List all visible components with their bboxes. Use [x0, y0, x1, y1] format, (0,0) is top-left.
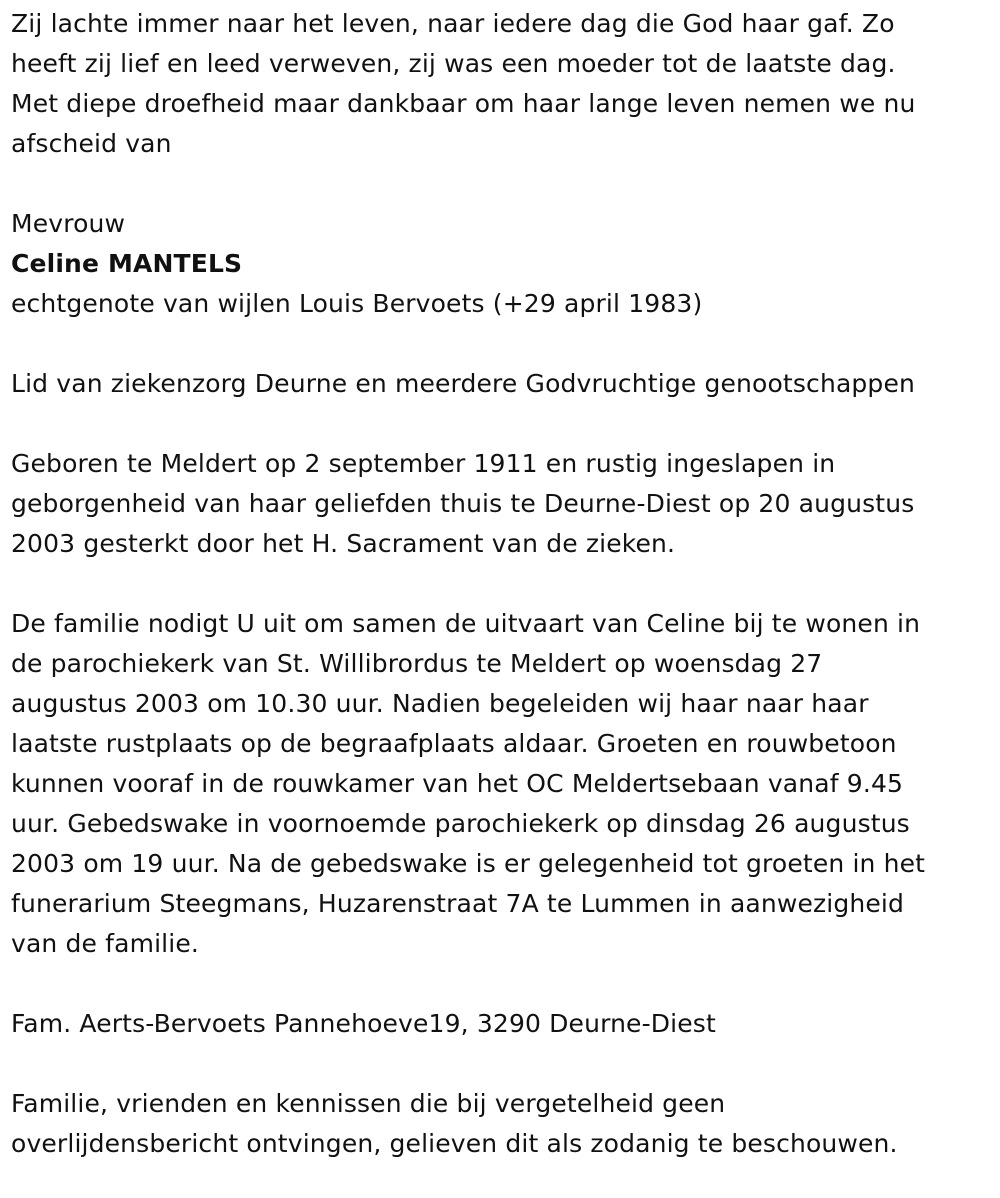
deceased-spouse: echtgenote van wijlen Louis Bervoets (+29 april 1983) — [11, 289, 703, 318]
spacer — [11, 404, 996, 444]
intro-paragraph — [11, 4, 996, 164]
funeral-line: 2003 om 19 uur. Na de gebedswake is er gelegenheid tot groeten in het — [11, 849, 926, 878]
funeral-line: laatste rustplaats op de begraafplaats aldaar. Groeten en rouwbetoon — [11, 729, 897, 758]
family-address: Fam. Aerts-Bervoets Pannehoeve19, 3290 Deurne-Diest — [11, 1009, 716, 1038]
spacer — [11, 964, 996, 1004]
closing-line: Familie, vrienden en kennissen die bij vergetelheid geen — [11, 1089, 726, 1118]
deceased-title: Mevrouw — [11, 209, 126, 238]
obituary-text — [11, 4, 996, 1164]
funeral-line: uur. Gebedswake in voornoemde parochiekerk op dinsdag 26 augustus — [11, 809, 910, 838]
intro-line: Met diepe droefheid maar dankbaar om haar lange leven nemen we nu — [11, 89, 916, 118]
spacer — [11, 164, 996, 204]
funeral-line: de parochiekerk van St. Willibrordus te Meldert op woensdag 27 — [11, 649, 823, 678]
spacer — [11, 564, 996, 604]
funeral-line: De familie nodigt U uit om samen de uitvaart van Celine bij te wonen in — [11, 609, 921, 638]
intro-line: afscheid van — [11, 129, 172, 158]
membership-line: Lid van ziekenzorg Deurne en meerdere Godvruchtige genootschappen — [11, 369, 915, 398]
funeral-line: van de familie. — [11, 929, 199, 958]
funeral-line: kunnen vooraf in de rouwkamer van het OC Meldertsebaan vanaf 9.45 — [11, 769, 904, 798]
intro-line: heeft zij lief en leed verweven, zij was een moeder tot de laatste dag. — [11, 49, 896, 78]
intro-line: Zij lachte immer naar het leven, naar iedere dag die God haar gaf. Zo — [11, 9, 895, 38]
funeral-line: funerarium Steegmans, Huzarenstraat 7A te Lummen in aanwezigheid — [11, 889, 905, 918]
deceased-name: Celine MANTELS — [11, 249, 243, 278]
closing-paragraph — [11, 1084, 996, 1164]
birth-death-line: 2003 gesterkt door het H. Sacrament van de zieken. — [11, 529, 676, 558]
birth-death-paragraph — [11, 444, 996, 564]
funeral-paragraph — [11, 604, 996, 964]
spacer — [11, 324, 996, 364]
birth-death-line: Geboren te Meldert op 2 september 1911 en rustig ingeslapen in — [11, 449, 836, 478]
closing-line: overlijdensbericht ontvingen, gelieven dit als zodanig te beschouwen. — [11, 1129, 898, 1158]
birth-death-line: geborgenheid van haar geliefden thuis te Deurne-Diest op 20 augustus — [11, 489, 915, 518]
funeral-line: augustus 2003 om 10.30 uur. Nadien begeleiden wij haar naar haar — [11, 689, 869, 718]
spacer — [11, 1044, 996, 1084]
